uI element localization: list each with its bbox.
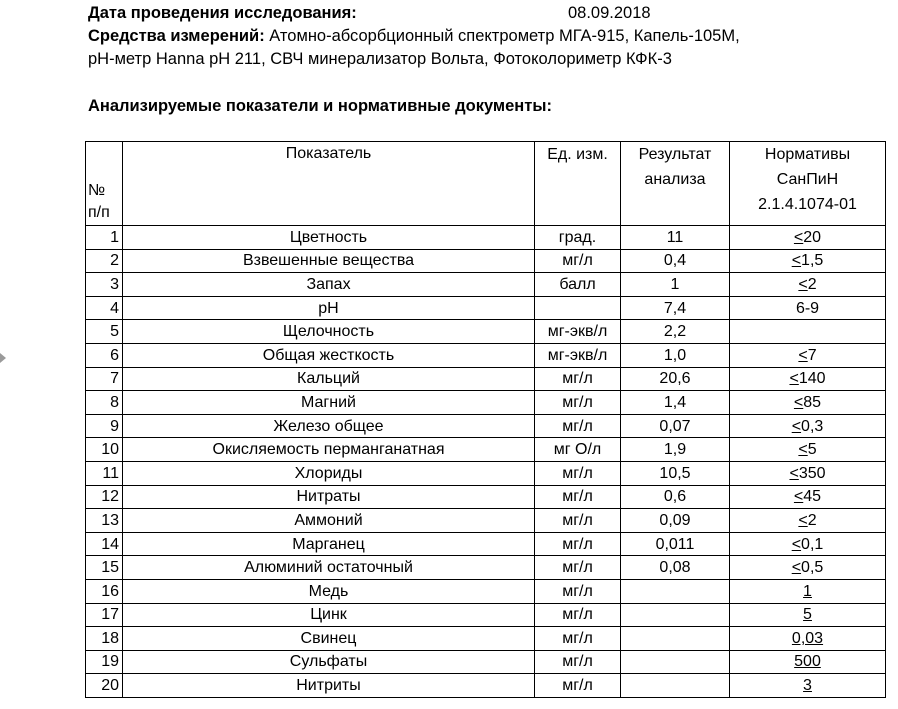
row-result: 0,08 (621, 556, 730, 580)
row-number: 16 (86, 579, 123, 603)
row-norm (730, 461, 886, 485)
table-row (86, 674, 886, 698)
row-unit: мг/л (535, 249, 621, 273)
collapse-arrow-icon[interactable] (0, 353, 6, 363)
row-unit: мг/л (535, 556, 621, 580)
row-number: 8 (86, 391, 123, 415)
row-unit (535, 296, 621, 320)
table-header-row (86, 142, 886, 226)
row-unit: балл (535, 273, 621, 297)
row-indicator: Запах (123, 273, 535, 297)
row-result (621, 650, 730, 674)
row-norm (730, 367, 886, 391)
norm-value: 0,3 (801, 417, 824, 435)
date-value: 08.09.2018 (568, 4, 651, 22)
norm-sign: < (793, 228, 804, 246)
norm-value: 2 (807, 511, 817, 529)
row-number: 18 (86, 627, 123, 651)
row-indicator: Магний (123, 391, 535, 415)
row-number: 1 (86, 226, 123, 250)
table-row (86, 273, 886, 297)
row-indicator: Общая жесткость (123, 343, 535, 367)
section-title: Анализируемые показатели и нормативные документы: (88, 97, 552, 115)
row-result (621, 579, 730, 603)
row-unit: мг/л (535, 461, 621, 485)
row-indicator: Хлориды (123, 461, 535, 485)
table-row (86, 249, 886, 273)
row-unit: град. (535, 226, 621, 250)
row-unit: мг/л (535, 650, 621, 674)
row-indicator: Аммоний (123, 509, 535, 533)
norm-value: 350 (798, 464, 826, 482)
row-result: 0,011 (621, 532, 730, 556)
norm-value: 0,1 (801, 535, 824, 553)
table-row (86, 320, 886, 344)
row-indicator: Алюминий остаточный (123, 556, 535, 580)
row-result: 1,0 (621, 343, 730, 367)
row-number: 13 (86, 509, 123, 533)
norm-sign: < (798, 346, 808, 364)
row-norm (730, 532, 886, 556)
row-unit: мг/л (535, 391, 621, 415)
row-norm (730, 391, 886, 415)
norm-sign: < (798, 441, 808, 459)
row-norm (730, 485, 886, 509)
row-norm (730, 226, 886, 250)
norm-sign: < (789, 464, 799, 482)
row-number: 20 (86, 674, 123, 698)
row-indicator: Свинец (123, 627, 535, 651)
norm-value: 2 (807, 275, 817, 293)
row-number: 9 (86, 414, 123, 438)
norm-value: 1,5 (801, 252, 824, 270)
row-indicator: Цинк (123, 603, 535, 627)
row-norm (730, 343, 886, 367)
norm-sign: < (791, 252, 802, 270)
norm-sign: < (798, 275, 808, 293)
row-result: 0,4 (621, 249, 730, 273)
row-result: 1,4 (621, 391, 730, 415)
row-indicator: Медь (123, 579, 535, 603)
table-row (86, 414, 886, 438)
table-row (86, 532, 886, 556)
norm-value: 7 (807, 346, 817, 364)
norm-value: 140 (798, 370, 826, 388)
row-number: 5 (86, 320, 123, 344)
instruments-text: Атомно-абсорбционный спектрометр МГА-915, Капель-105М, (264, 27, 740, 45)
table-row (86, 556, 886, 580)
row-number: 7 (86, 367, 123, 391)
row-result: 1,9 (621, 438, 730, 462)
row-indicator: Кальций (123, 367, 535, 391)
row-number: 4 (86, 296, 123, 320)
row-result (621, 674, 730, 698)
row-unit: мг О/л (535, 438, 621, 462)
row-result: 10,5 (621, 461, 730, 485)
table-row (86, 650, 886, 674)
row-result: 11 (621, 226, 730, 250)
norm-sign: < (791, 559, 802, 577)
row-indicator: Цветность (123, 226, 535, 250)
row-number: 14 (86, 532, 123, 556)
row-norm (730, 509, 886, 533)
row-norm (730, 556, 886, 580)
row-norm (730, 296, 886, 320)
norm-value: 6-9 (795, 299, 820, 317)
row-norm (730, 674, 886, 698)
table-row (86, 579, 886, 603)
row-norm (730, 579, 886, 603)
row-number: 6 (86, 343, 123, 367)
row-number: 11 (86, 461, 123, 485)
table-row (86, 367, 886, 391)
row-indicator: Железо общее (123, 414, 535, 438)
row-unit: мг/л (535, 674, 621, 698)
header-indicator: Показатель (123, 142, 535, 226)
table-row (86, 343, 886, 367)
header-unit: Ед. изм. (535, 142, 621, 226)
norm-value: 85 (803, 393, 822, 411)
norm-value: 45 (803, 488, 822, 506)
row-unit: мг/л (535, 509, 621, 533)
norm-value: 1 (803, 582, 812, 600)
norm-value: 3 (803, 677, 812, 695)
norm-sign: < (798, 511, 808, 529)
row-norm (730, 273, 886, 297)
row-indicator: Марганец (123, 532, 535, 556)
row-indicator: Взвешенные вещества (123, 249, 535, 273)
row-unit: мг/л (535, 603, 621, 627)
row-result: 7,4 (621, 296, 730, 320)
header-norm: Нормативы СанПиН 2.1.4.1074-01 (730, 142, 886, 226)
row-number: 3 (86, 273, 123, 297)
norm-value: 0,5 (801, 559, 824, 577)
row-number: 10 (86, 438, 123, 462)
row-indicator: Окисляемость перманганатная (123, 438, 535, 462)
instruments-label: Средства измерений: (88, 27, 265, 45)
row-norm (730, 603, 886, 627)
row-indicator: Нитриты (123, 674, 535, 698)
norm-value: 500 (794, 653, 821, 671)
table-row (86, 485, 886, 509)
norm-sign: < (793, 488, 804, 506)
table-row (86, 627, 886, 651)
row-indicator: Щелочность (123, 320, 535, 344)
row-number: 2 (86, 249, 123, 273)
norm-value: 5 (807, 441, 817, 459)
instruments-line (88, 26, 740, 46)
norm-value: 0,03 (791, 629, 824, 647)
table-row (86, 509, 886, 533)
row-norm (730, 249, 886, 273)
table-row (86, 296, 886, 320)
date-label: Дата проведения исследования: (88, 4, 357, 22)
norm-value: 5 (803, 606, 812, 624)
row-number: 12 (86, 485, 123, 509)
table-row (86, 603, 886, 627)
header-result: Результат анализа (621, 142, 730, 226)
row-indicator: Сульфаты (123, 650, 535, 674)
row-number: 17 (86, 603, 123, 627)
norm-value: 20 (803, 228, 822, 246)
row-unit: мг/л (535, 627, 621, 651)
row-norm (730, 650, 886, 674)
row-unit: мг-экв/л (535, 320, 621, 344)
row-number: 19 (86, 650, 123, 674)
norm-sign: < (791, 417, 802, 435)
row-unit: мг/л (535, 532, 621, 556)
row-result: 1 (621, 273, 730, 297)
row-result: 0,09 (621, 509, 730, 533)
row-norm (730, 627, 886, 651)
instruments-line-2: pH-метр Hanna pH 211, СВЧ минерализатор Вольта, Фотоколориметр КФК-3 (88, 50, 672, 68)
row-norm (730, 320, 886, 344)
row-result: 2,2 (621, 320, 730, 344)
row-unit: мг-экв/л (535, 343, 621, 367)
row-indicator: Нитраты (123, 485, 535, 509)
row-norm (730, 438, 886, 462)
row-indicator: pH (123, 296, 535, 320)
row-norm (730, 414, 886, 438)
table-row (86, 461, 886, 485)
row-unit: мг/л (535, 485, 621, 509)
header-num: № п/п (86, 142, 123, 226)
row-number: 15 (86, 556, 123, 580)
row-result (621, 627, 730, 651)
results-table (85, 141, 886, 698)
row-result: 0,07 (621, 414, 730, 438)
row-result (621, 603, 730, 627)
row-unit: мг/л (535, 367, 621, 391)
row-result: 20,6 (621, 367, 730, 391)
norm-sign: < (789, 370, 799, 388)
row-result: 0,6 (621, 485, 730, 509)
table-row (86, 226, 886, 250)
row-unit: мг/л (535, 579, 621, 603)
table-row (86, 391, 886, 415)
norm-sign: < (793, 393, 804, 411)
row-unit: мг/л (535, 414, 621, 438)
table-row (86, 438, 886, 462)
norm-sign: < (791, 535, 802, 553)
